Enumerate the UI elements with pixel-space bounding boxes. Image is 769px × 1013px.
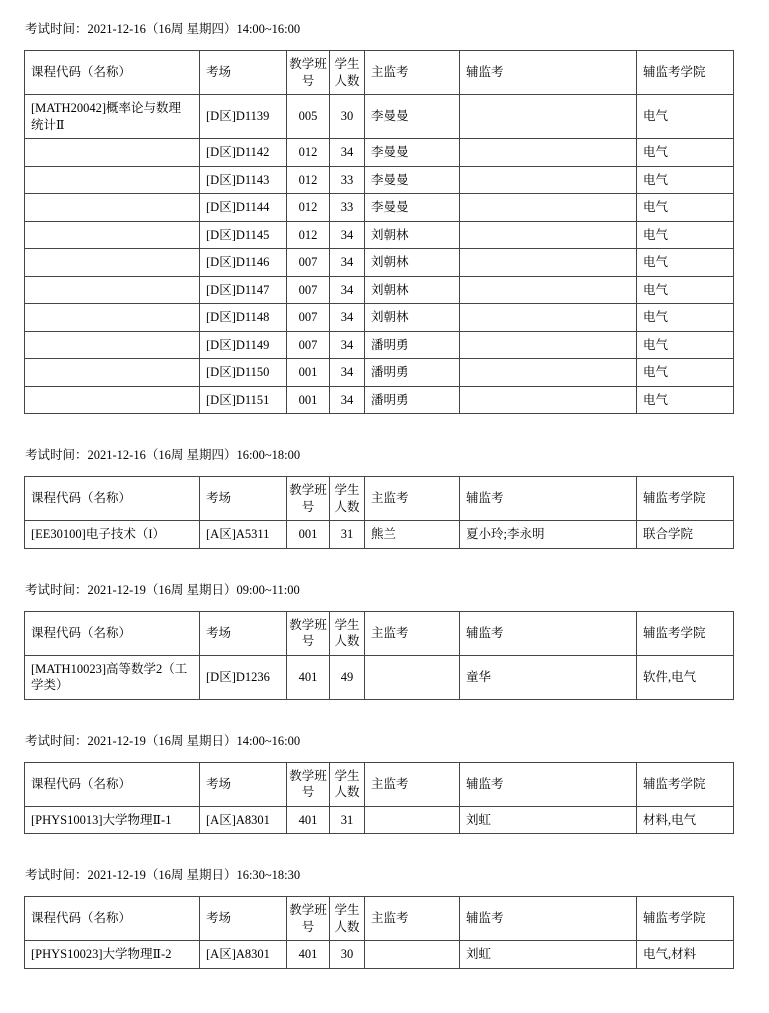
exam-cell-assistant-invigilator — [460, 359, 637, 387]
exam-cell-room: [D区]D1148 — [200, 304, 287, 332]
exam-cell-class-no: 012 — [287, 194, 330, 222]
exam-cell-room: [D区]D1146 — [200, 249, 287, 277]
exam-cell-chief-invigilator: 刘朝林 — [365, 249, 460, 277]
exam-cell-assistant-college: 电气 — [637, 304, 734, 332]
exam-cell-room: [D区]D1151 — [200, 386, 287, 414]
exam-table-header — [25, 762, 734, 806]
exam-cell-course: [MATH20042]概率论与数理统计Ⅱ — [25, 95, 200, 139]
exam-cell-assistant-invigilator — [460, 95, 637, 139]
column-header-1: 考场 — [200, 611, 287, 655]
exam-cell-assistant-college: 电气 — [637, 249, 734, 277]
exam-cell-course: [EE30100]电子技术（I） — [25, 521, 200, 549]
exam-table-header — [25, 897, 734, 941]
exam-cell-course — [25, 139, 200, 167]
column-header-4: 主监考 — [365, 762, 460, 806]
exam-cell-assistant-college: 电气 — [637, 276, 734, 304]
exam-row — [25, 95, 734, 139]
exam-cell-student-count: 34 — [330, 359, 365, 387]
exam-cell-room: [D区]D1142 — [200, 139, 287, 167]
column-header-3: 学生人数 — [330, 897, 365, 941]
column-header-0: 课程代码（名称） — [25, 611, 200, 655]
exam-cell-student-count: 31 — [330, 521, 365, 549]
column-header-5: 辅监考 — [460, 897, 637, 941]
exam-cell-course — [25, 249, 200, 277]
exam-cell-course — [25, 276, 200, 304]
exam-cell-room: [D区]D1149 — [200, 331, 287, 359]
exam-cell-course — [25, 166, 200, 194]
column-header-6: 辅监考学院 — [637, 611, 734, 655]
exam-cell-chief-invigilator: 潘明勇 — [365, 386, 460, 414]
exam-cell-course: [PHYS10013]大学物理Ⅱ-1 — [25, 806, 200, 834]
column-header-3: 学生人数 — [330, 762, 365, 806]
exam-cell-course — [25, 386, 200, 414]
exam-row — [25, 194, 734, 222]
exam-cell-class-no: 401 — [287, 806, 330, 834]
exam-cell-assistant-invigilator — [460, 331, 637, 359]
exam-cell-chief-invigilator: 李曼曼 — [365, 95, 460, 139]
exam-cell-assistant-college: 电气 — [637, 166, 734, 194]
exam-cell-assistant-college: 电气 — [637, 359, 734, 387]
exam-cell-room: [D区]D1147 — [200, 276, 287, 304]
exam-row — [25, 249, 734, 277]
exam-cell-class-no: 007 — [287, 276, 330, 304]
exam-row — [25, 806, 734, 834]
header-row — [25, 51, 734, 95]
exam-cell-assistant-college: 材料,电气 — [637, 806, 734, 834]
exam-cell-chief-invigilator: 刘朝林 — [365, 221, 460, 249]
column-header-1: 考场 — [200, 762, 287, 806]
exam-table — [24, 896, 734, 969]
exam-cell-course: [PHYS10023]大学物理Ⅱ-2 — [25, 941, 200, 969]
exam-cell-class-no: 005 — [287, 95, 330, 139]
exam-cell-class-no: 012 — [287, 221, 330, 249]
exam-row — [25, 331, 734, 359]
exam-cell-chief-invigilator: 李曼曼 — [365, 194, 460, 222]
column-header-5: 辅监考 — [460, 611, 637, 655]
exam-cell-student-count: 33 — [330, 194, 365, 222]
exam-row — [25, 941, 734, 969]
exam-cell-class-no: 012 — [287, 139, 330, 167]
exam-cell-class-no: 007 — [287, 331, 330, 359]
exam-table — [24, 611, 734, 700]
column-header-0: 课程代码（名称） — [25, 897, 200, 941]
exam-session-section — [24, 22, 745, 414]
column-header-2: 教学班号 — [287, 611, 330, 655]
exam-cell-assistant-college: 电气 — [637, 139, 734, 167]
exam-session-section — [24, 734, 745, 835]
exam-cell-student-count: 34 — [330, 304, 365, 332]
exam-cell-class-no: 401 — [287, 941, 330, 969]
exam-cell-course — [25, 331, 200, 359]
exam-cell-room: [D区]D1236 — [200, 655, 287, 699]
exam-cell-room: [D区]D1145 — [200, 221, 287, 249]
exam-cell-chief-invigilator: 刘朝林 — [365, 276, 460, 304]
exam-time-label: 考试时间：2021-12-19（16周 星期日）16:30~18:30 — [25, 868, 301, 882]
exam-table — [24, 762, 734, 835]
column-header-4: 主监考 — [365, 51, 460, 95]
column-header-6: 辅监考学院 — [637, 51, 734, 95]
exam-row — [25, 655, 734, 699]
exam-cell-assistant-invigilator: 夏小玲;李永明 — [460, 521, 637, 549]
exam-table-body — [25, 806, 734, 834]
column-header-5: 辅监考 — [460, 51, 637, 95]
exam-cell-assistant-invigilator — [460, 139, 637, 167]
exam-cell-assistant-college: 电气 — [637, 95, 734, 139]
exam-cell-room: [A区]A8301 — [200, 806, 287, 834]
exam-cell-room: [D区]D1150 — [200, 359, 287, 387]
column-header-2: 教学班号 — [287, 51, 330, 95]
exam-cell-chief-invigilator: 潘明勇 — [365, 359, 460, 387]
exam-time-label: 考试时间：2021-12-19（16周 星期日）14:00~16:00 — [25, 733, 301, 748]
exam-cell-class-no: 012 — [287, 166, 330, 194]
column-header-5: 辅监考 — [460, 477, 637, 521]
exam-cell-assistant-college: 软件,电气 — [637, 655, 734, 699]
column-header-3: 学生人数 — [330, 477, 365, 521]
exam-cell-room: [A区]A5311 — [200, 521, 287, 549]
exam-cell-student-count: 31 — [330, 806, 365, 834]
exam-cell-chief-invigilator: 李曼曼 — [365, 139, 460, 167]
exam-cell-chief-invigilator: 刘朝林 — [365, 304, 460, 332]
exam-cell-student-count: 34 — [330, 249, 365, 277]
exam-row — [25, 386, 734, 414]
column-header-0: 课程代码（名称） — [25, 477, 200, 521]
exam-row — [25, 359, 734, 387]
exam-cell-room: [D区]D1144 — [200, 194, 287, 222]
header-row — [25, 762, 734, 806]
column-header-2: 教学班号 — [287, 762, 330, 806]
exam-table-header — [25, 51, 734, 95]
exam-cell-class-no: 007 — [287, 249, 330, 277]
column-header-2: 教学班号 — [287, 477, 330, 521]
exam-cell-class-no: 007 — [287, 304, 330, 332]
exam-time-label: 考试时间：2021-12-16（16周 星期四）16:00~18:00 — [25, 448, 301, 462]
exam-cell-room: [D区]D1139 — [200, 95, 287, 139]
exam-table-body — [25, 941, 734, 969]
exam-cell-chief-invigilator — [365, 941, 460, 969]
exam-cell-assistant-college: 电气 — [637, 194, 734, 222]
header-row — [25, 897, 734, 941]
column-header-1: 考场 — [200, 51, 287, 95]
exam-cell-course — [25, 304, 200, 332]
exam-cell-assistant-college: 电气,材料 — [637, 941, 734, 969]
exam-cell-student-count: 34 — [330, 331, 365, 359]
exam-row — [25, 166, 734, 194]
exam-row — [25, 276, 734, 304]
header-row — [25, 477, 734, 521]
exam-cell-assistant-invigilator — [460, 276, 637, 304]
exam-cell-assistant-invigilator — [460, 304, 637, 332]
column-header-3: 学生人数 — [330, 611, 365, 655]
exam-cell-student-count: 49 — [330, 655, 365, 699]
column-header-1: 考场 — [200, 897, 287, 941]
exam-table-body — [25, 521, 734, 549]
exam-cell-class-no: 001 — [287, 386, 330, 414]
column-header-1: 考场 — [200, 477, 287, 521]
exam-cell-class-no: 401 — [287, 655, 330, 699]
exam-cell-student-count: 34 — [330, 139, 365, 167]
exam-cell-course: [MATH10023]高等数学2（工学类） — [25, 655, 200, 699]
exam-cell-student-count: 30 — [330, 941, 365, 969]
exam-session-section — [24, 583, 745, 700]
exam-cell-student-count: 34 — [330, 386, 365, 414]
exam-row — [25, 139, 734, 167]
column-header-0: 课程代码（名称） — [25, 762, 200, 806]
column-header-2: 教学班号 — [287, 897, 330, 941]
exam-time-label: 考试时间：2021-12-16（16周 星期四）14:00~16:00 — [25, 22, 301, 36]
column-header-6: 辅监考学院 — [637, 762, 734, 806]
exam-session-section — [24, 448, 745, 549]
exam-cell-student-count: 33 — [330, 166, 365, 194]
column-header-3: 学生人数 — [330, 51, 365, 95]
exam-cell-chief-invigilator — [365, 806, 460, 834]
exam-cell-assistant-invigilator — [460, 194, 637, 222]
exam-cell-room: [D区]D1143 — [200, 166, 287, 194]
exam-cell-room: [A区]A8301 — [200, 941, 287, 969]
column-header-0: 课程代码（名称） — [25, 51, 200, 95]
exam-cell-assistant-invigilator — [460, 166, 637, 194]
exam-session-section — [24, 868, 745, 969]
exam-cell-assistant-invigilator: 刘虹 — [460, 941, 637, 969]
exam-cell-assistant-invigilator — [460, 249, 637, 277]
exam-cell-chief-invigilator — [365, 655, 460, 699]
exam-cell-course — [25, 359, 200, 387]
exam-cell-class-no: 001 — [287, 521, 330, 549]
column-header-4: 主监考 — [365, 611, 460, 655]
exam-cell-student-count: 34 — [330, 276, 365, 304]
exam-cell-assistant-invigilator — [460, 386, 637, 414]
exam-cell-student-count: 34 — [330, 221, 365, 249]
exam-table — [24, 476, 734, 549]
exam-cell-assistant-invigilator: 刘虹 — [460, 806, 637, 834]
exam-cell-assistant-college: 电气 — [637, 331, 734, 359]
column-header-6: 辅监考学院 — [637, 477, 734, 521]
exam-table — [24, 50, 734, 414]
exam-row — [25, 521, 734, 549]
exam-table-header — [25, 477, 734, 521]
column-header-4: 主监考 — [365, 477, 460, 521]
exam-cell-assistant-college: 电气 — [637, 386, 734, 414]
exam-cell-assistant-invigilator: 童华 — [460, 655, 637, 699]
exam-cell-course — [25, 221, 200, 249]
exam-cell-assistant-college: 电气 — [637, 221, 734, 249]
column-header-6: 辅监考学院 — [637, 897, 734, 941]
exam-table-body — [25, 95, 734, 414]
exam-cell-assistant-invigilator — [460, 221, 637, 249]
exam-row — [25, 304, 734, 332]
exam-cell-student-count: 30 — [330, 95, 365, 139]
column-header-4: 主监考 — [365, 897, 460, 941]
exam-cell-assistant-college: 联合学院 — [637, 521, 734, 549]
exam-table-body — [25, 655, 734, 699]
exam-cell-chief-invigilator: 熊兰 — [365, 521, 460, 549]
exam-row — [25, 221, 734, 249]
exam-cell-course — [25, 194, 200, 222]
exam-table-header — [25, 611, 734, 655]
exam-cell-chief-invigilator: 潘明勇 — [365, 331, 460, 359]
column-header-5: 辅监考 — [460, 762, 637, 806]
exam-time-label: 考试时间：2021-12-19（16周 星期日）09:00~11:00 — [25, 582, 300, 597]
exam-cell-class-no: 001 — [287, 359, 330, 387]
header-row — [25, 611, 734, 655]
exam-cell-chief-invigilator: 李曼曼 — [365, 166, 460, 194]
